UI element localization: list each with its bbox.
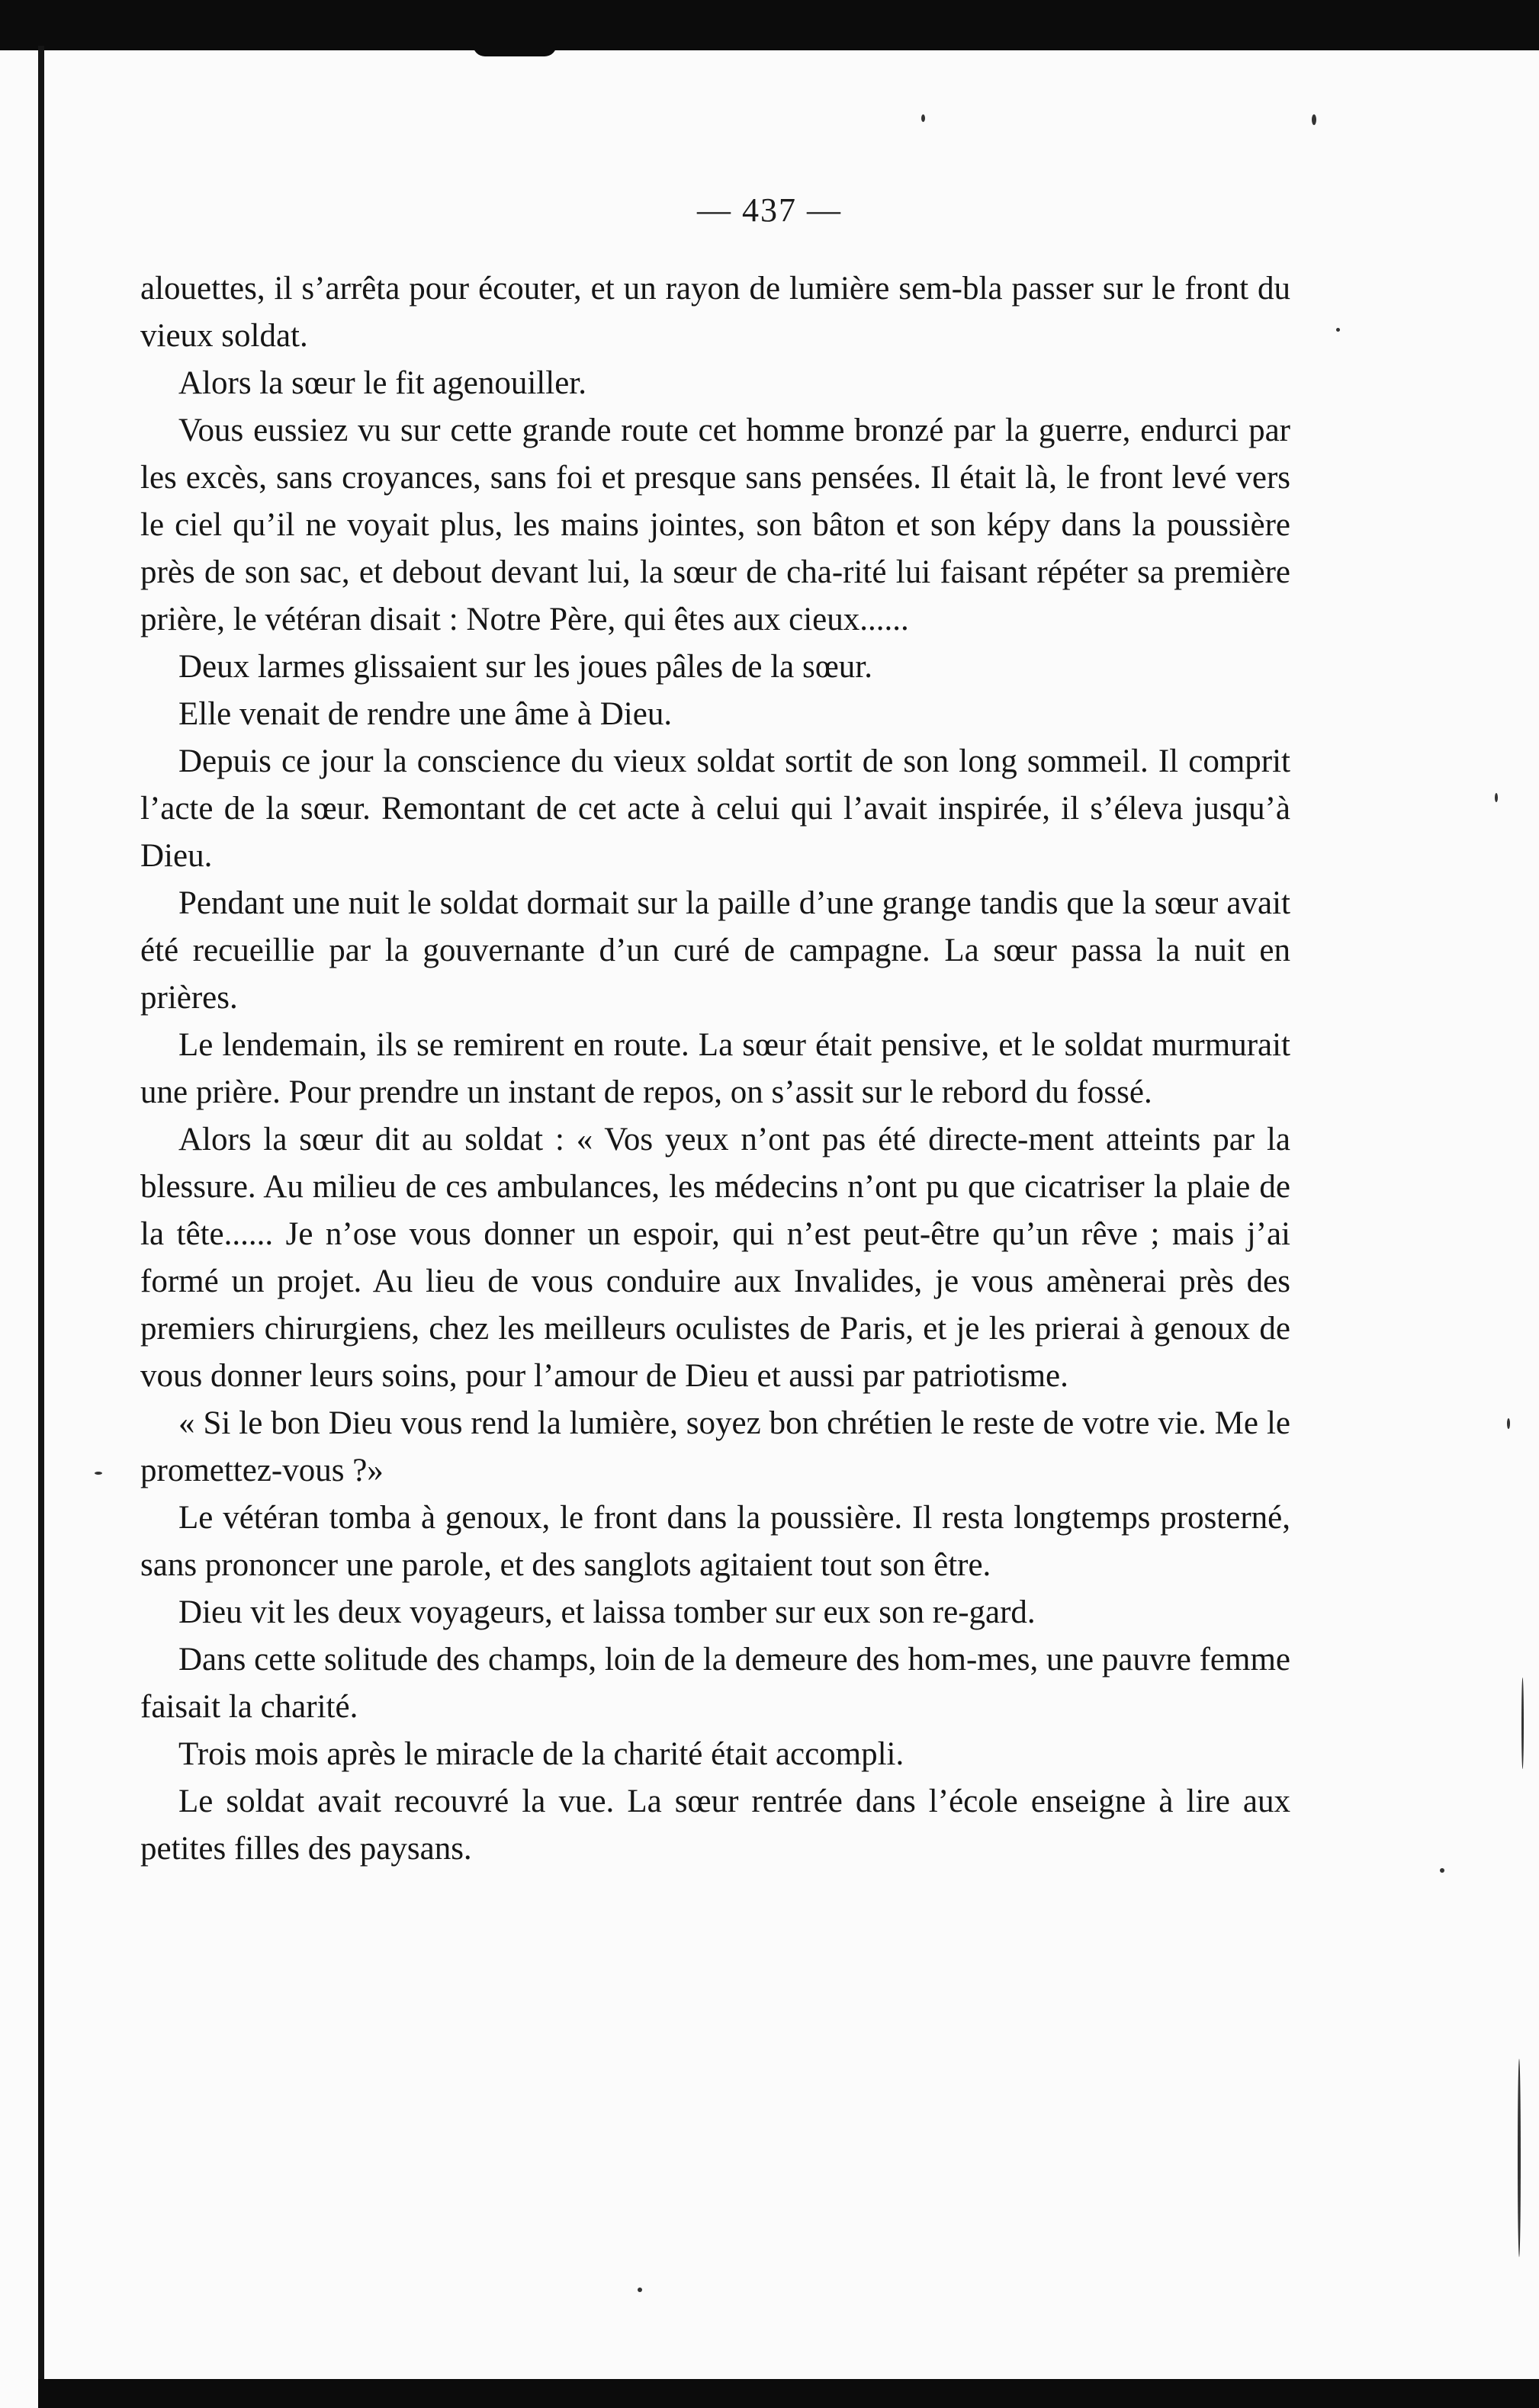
paragraph: Le vétéran tomba à genoux, le front dans la poussière. Il resta longtemps prosterné, sans prononcer une parole, et des sanglots agitaient tout son être. <box>140 1500 1290 1583</box>
paragraph: Deux larmes glissaient sur les joues pâles de la sœur. <box>178 649 872 685</box>
paragraph: Depuis ce jour la conscience du vieux soldat sortit de son long sommeil. Il comprit l’acte de la sœur. Remontant de cet acte à celui qui l’avait inspirée, il s’éleva jusqu’à Dieu. <box>140 743 1290 874</box>
scan-speck <box>1507 1418 1510 1429</box>
scan-speck <box>1312 114 1316 125</box>
scan-top-border <box>0 0 1539 50</box>
scan-top-border-notch <box>473 44 557 56</box>
paragraph: alouettes, il s’arrêta pour écouter, et un rayon de lumière sem-bla passer sur le front du vieux soldat. <box>140 271 1290 354</box>
scan-speck <box>95 1472 102 1475</box>
scan-speck <box>1336 328 1340 332</box>
paragraph: Le soldat avait recouvré la vue. La sœur rentrée dans l’école enseigne à lire aux petites filles des paysans. <box>140 1784 1290 1867</box>
scan-speck <box>1495 793 1498 802</box>
paragraph: Alors la sœur le fit agenouiller. <box>178 365 586 401</box>
paragraph: Vous eussiez vu sur cette grande route cet homme bronzé par la guerre, endurci par les excès, sans croyances, sans foi et presque sans pensées. Il était là, le front levé vers le ciel qu’il ne voyait plus, les mains jointes, son bâton et son képy dans la poussière près de son sac, et debout devant lui, la sœur de cha-rité lui faisant répéter sa première prière, le vétéran disait : Notre Père, qui êtes aux cieux...... <box>140 413 1290 637</box>
scan-left-border <box>38 46 44 2408</box>
scan-speck <box>1440 1868 1444 1873</box>
paragraph: Dieu vit les deux voyageurs, et laissa tomber sur eux son re-gard. <box>178 1594 1036 1630</box>
scan-bottom-border <box>38 2379 1539 2408</box>
body-text <box>140 265 1290 1873</box>
paragraph: Elle venait de rendre une âme à Dieu. <box>178 696 673 732</box>
page-number: — 437 — <box>697 191 842 229</box>
paragraph: Pendant une nuit le soldat dormait sur la paille d’une grange tandis que la sœur avait été recueillie par la gouvernante d’un curé de campagne. La sœur passa la nuit en prières. <box>140 885 1290 1016</box>
paragraph: « Si le bon Dieu vous rend la lumière, soyez bon chrétien le reste de votre vie. Me le promettez-vous ?» <box>140 1405 1290 1488</box>
paragraph: Le lendemain, ils se remirent en route. La sœur était pensive, et le soldat murmurait une prière. Pour prendre un instant de repos, on s’assit sur le rebord du fossé. <box>140 1027 1290 1110</box>
scan-speck <box>1518 2059 1521 2257</box>
scan-speck <box>921 114 925 122</box>
paragraph: Alors la sœur dit au soldat : « Vos yeux n’ont pas été directe-ment atteints par la blessure. Au milieu de ces ambulances, les médecins n’ont pu que cicatriser la plaie de la tête...... Je n’ose vous donner un espoir, qui n’est peut-être qu’un rêve ; mais j’ai formé un projet. Au lieu de vous conduire aux Invalides, je vous amènerai près des premiers chirurgiens, chez les meilleurs oculistes de Paris, et je les prierai à genoux de vous donner leurs soins, pour l’amour de Dieu et aussi par patriotisme. <box>140 1122 1290 1394</box>
scan-speck <box>1521 1678 1524 1769</box>
scan-speck <box>638 2288 642 2292</box>
paragraph: Trois mois après le miracle de la charité était accompli. <box>178 1736 904 1772</box>
paragraph: Dans cette solitude des champs, loin de la demeure des hom-mes, une pauvre femme faisait la charité. <box>140 1642 1290 1725</box>
